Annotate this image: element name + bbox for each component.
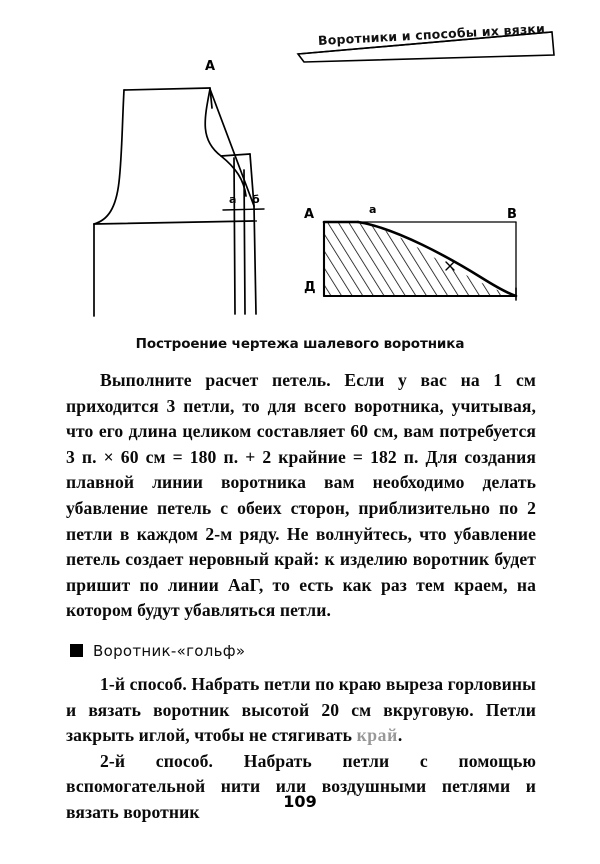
- body-text: [66, 368, 536, 826]
- figure-right-label-A: A: [304, 207, 315, 222]
- figure-left-label-a: а: [229, 193, 237, 206]
- figure-right-label-D: Д: [304, 280, 316, 295]
- method-1-lead: 1-й способ.: [100, 673, 187, 694]
- figure-right-label-a: а: [369, 203, 377, 216]
- section-heading-label: Воротник-«гольф»: [93, 641, 246, 660]
- method-2-text-before: Набрать петли с помощью вспомогательной нити или воздушными петлями и вязать воротник: [66, 750, 536, 822]
- spacer: [66, 624, 536, 642]
- figure-pattern-piece: [78, 58, 298, 320]
- method-1-text-before: Набрать петли по краю выреза горловины и вязать воротник высотой 20 см вкруговую. Петли закрыть иглой, чтобы не стягивать: [66, 673, 536, 746]
- figure-left-label-A: A: [205, 59, 216, 74]
- paragraph-method-2: [66, 749, 536, 826]
- paragraph-calculation: Выполните расчет петель. Если у вас на 1 см приходится 3 петли, то для всего воротника, учитывая, что его длина целиком составляет 60 см, вам потребуется 3 п. × 60 см = 180 п. + 2 крайние = 182 п. Для создания плавной линии воротника вам необходимо делать убавление петель с обеих сторон, приблизительно по 2 петли в каждом 2-м ряду. Не волнуйтесь, что убавление петель создает неровный край: к изделию воротник будет пришит по линии АаГ, то есть как раз тем краем, на котором будут убавляться петли.: [66, 370, 536, 621]
- bullet-square-icon: [70, 644, 83, 657]
- figure-caption: Построение чертежа шалевого воротника: [135, 336, 465, 352]
- figure-right-label-V: В: [507, 207, 517, 222]
- paragraph-method-1: [66, 672, 536, 749]
- method-1-faded-word: край: [356, 725, 398, 746]
- section-heading-golf-collar: [66, 642, 536, 660]
- method-1-text-after: .: [397, 725, 403, 746]
- page-number: 109: [283, 792, 317, 811]
- figure-left-label-b: б: [252, 193, 260, 206]
- spacer: [66, 660, 536, 672]
- method-2-lead: 2-й способ.: [100, 750, 214, 771]
- figure-construction-diagram: [300, 196, 532, 318]
- running-header-title: Воротники и способы их вязки: [317, 20, 546, 48]
